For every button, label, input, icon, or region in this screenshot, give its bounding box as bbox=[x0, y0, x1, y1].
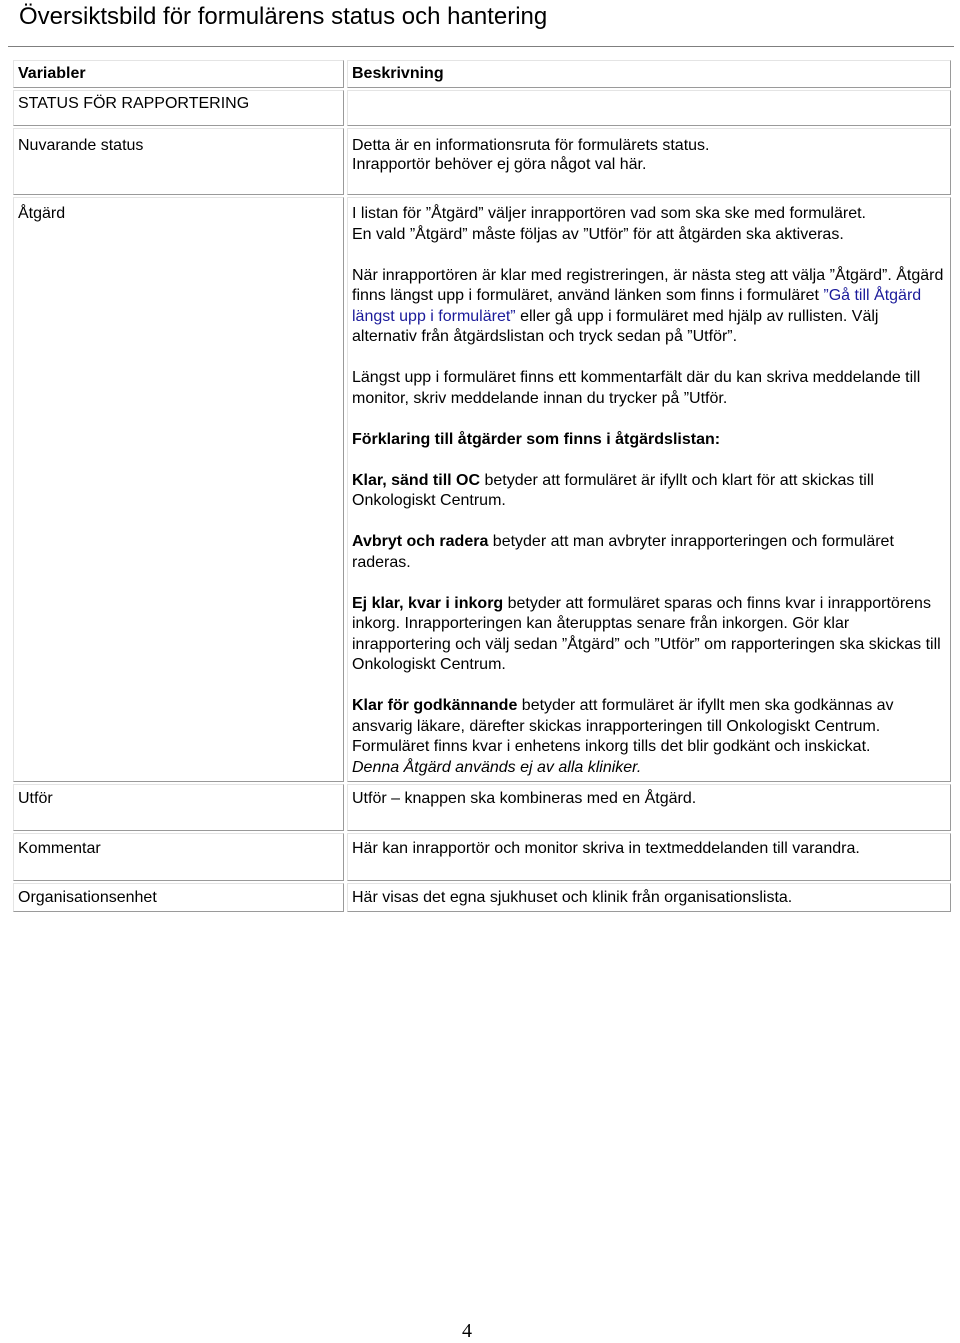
table-row bbox=[13, 197, 951, 782]
label-atgard: Åtgärd bbox=[13, 197, 344, 782]
section-empty-cell bbox=[347, 90, 951, 126]
table-row bbox=[13, 833, 951, 881]
item-klar-sand: Klar, sänd till OC betyder att formuläret är ifyllt och klart för att skickas till Onkologiskt Centrum. bbox=[352, 471, 874, 509]
label-utfor: Utför bbox=[13, 784, 344, 831]
table-row bbox=[13, 784, 951, 831]
nuvarande-line-2: Inrapportör behöver ej göra något val här. bbox=[352, 156, 647, 173]
atgard-paragraph-2: När inrapportören är klar med registreringen, är nästa steg att välja ”Åtgärd”. Åtgärd finns längst upp i formuläret, använd länken som finns i formuläret ”Gå till Åtgärd längst upp i formuläret” eller gå upp i formuläret med hjälp av rullisten. Välj alternativ från åtgärdslistan och tryck sedan på ”Utför”. bbox=[352, 266, 944, 345]
status-table bbox=[10, 58, 954, 914]
title-divider bbox=[8, 46, 954, 47]
item-klar-godkannande: Klar för godkännande betyder att formuläret är ifyllt men ska godkännas av ansvarig läkare, därefter skickas inrapporteringen till Onkologiskt Centrum. bbox=[352, 697, 894, 735]
item-godkannande-text-2: Formuläret finns kvar i enhetens inkorg tills det blir godkänt och inskickat. bbox=[352, 738, 871, 755]
label-kommentar: Kommentar bbox=[13, 833, 344, 881]
atgard-p1-line-1: I listan för ”Åtgärd” väljer inrapportören vad som ska ske med formuläret. bbox=[352, 205, 866, 222]
header-variabler: Variabler bbox=[18, 65, 86, 82]
label-nuvarande-status: Nuvarande status bbox=[13, 128, 344, 195]
explanation-heading: Förklaring till åtgärder som finns i åtgärdslistan: bbox=[352, 430, 721, 448]
desc-kommentar: Här kan inrapportör och monitor skriva in textmeddelanden till varandra. bbox=[347, 833, 951, 881]
section-label-cell bbox=[13, 90, 344, 126]
header-cell-beskrivning bbox=[347, 60, 951, 88]
page-title: Översiktsbild för formulärens status och hantering bbox=[19, 3, 548, 30]
desc-nuvarande-status bbox=[347, 128, 951, 195]
page-number: 4 bbox=[462, 1320, 472, 1342]
table-header-row bbox=[13, 60, 951, 88]
desc-utfor: Utför – knappen ska kombineras med en Åtgärd. bbox=[347, 784, 951, 831]
atgard-p1-line-2: En vald ”Åtgärd” måste följas av ”Utför” för att åtgärden ska aktiveras. bbox=[352, 225, 844, 243]
item-godkannande-note: Denna Åtgärd används ej av alla kliniker. bbox=[352, 758, 642, 776]
header-beskrivning: Beskrivning bbox=[352, 65, 444, 82]
item-avbryt-radera: Avbryt och radera betyder att man avbryter inrapporteringen och formuläret raderas. bbox=[352, 533, 894, 571]
atgard-paragraph-3: Längst upp i formuläret finns ett kommentarfält där du kan skriva meddelande till monitor, skriv meddelande innan du trycker på ”Utför. bbox=[352, 369, 921, 407]
desc-atgard bbox=[347, 197, 951, 782]
table-row bbox=[13, 128, 951, 195]
goto-atgard-link[interactable]: ”Gå till Åtgärd längst upp i formuläret” bbox=[352, 287, 922, 325]
nuvarande-line-1: Detta är en informationsruta för formulärets status. bbox=[352, 137, 710, 154]
item-ej-klar: Ej klar, kvar i inkorg betyder att formuläret sparas och finns kvar i inrapportörens inkorg. Inrapporteringen kan återupptas senare från inkorgen. Gör klar inrapportering och välj sedan ”Åtgärd” och ”Utför” om rapporteringen ska skickas till Onkologiskt Centrum. bbox=[352, 594, 941, 673]
table-row bbox=[13, 883, 951, 912]
desc-organisationsenhet: Här visas det egna sjukhuset och klinik från organisationslista. bbox=[347, 883, 951, 912]
table-row bbox=[13, 90, 951, 126]
header-cell-variabler bbox=[13, 60, 344, 88]
section-label: STATUS FÖR RAPPORTERING bbox=[18, 95, 250, 112]
label-organisationsenhet: Organisationsenhet bbox=[13, 883, 344, 912]
